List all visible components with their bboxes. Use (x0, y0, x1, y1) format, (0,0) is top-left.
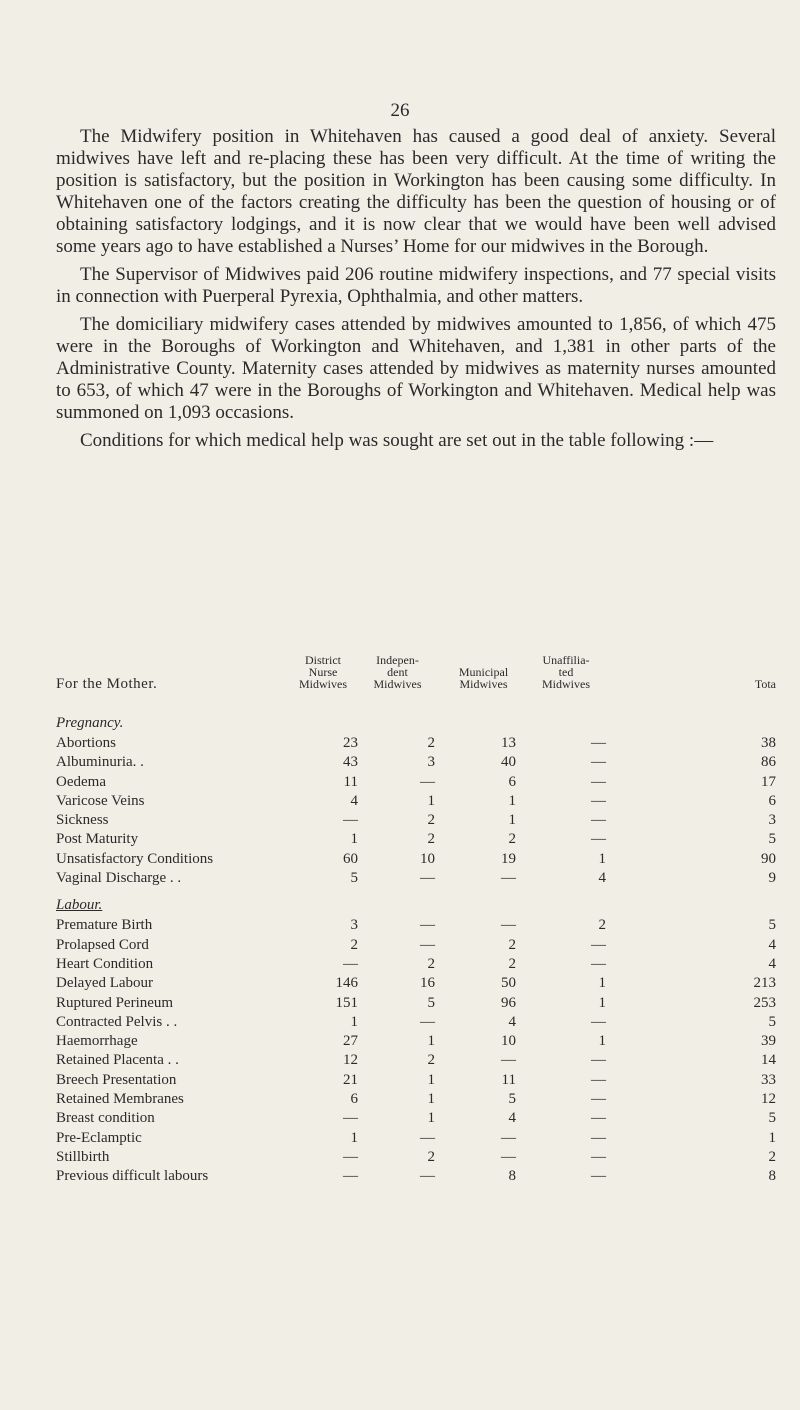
table-cell: 4 (508, 1110, 516, 1127)
table-cell: — (343, 955, 358, 972)
table-cell: — (591, 735, 606, 751)
table-row (56, 734, 781, 753)
table-cell: — (591, 792, 606, 809)
table-cell: — (501, 870, 516, 887)
table-cell: 1 (427, 1033, 435, 1050)
table-cell: 1 (427, 792, 435, 809)
table-cell: 9 (768, 870, 776, 887)
table-cell: 2 (508, 936, 516, 953)
table-cell: — (420, 917, 435, 934)
table-cell: 40 (501, 754, 516, 771)
paragraph: Conditions for which medical help was sought are set out in the table following :— (80, 430, 714, 451)
table-cell: 4 (508, 1013, 516, 1030)
table-cell: 6 (768, 792, 776, 809)
table-cell: 3 (350, 917, 358, 934)
table-cell: 5 (350, 870, 358, 887)
table-cell: 2 (427, 812, 435, 829)
table-cell: 2 (350, 936, 358, 953)
table-cell: 1 (350, 831, 358, 848)
table-row (56, 1071, 781, 1090)
table-cell: 2 (427, 735, 435, 751)
table-row (56, 1129, 781, 1148)
table-cell: 19 (501, 850, 516, 867)
table-cell: — (343, 812, 358, 829)
table-cell: 1 (427, 1091, 435, 1108)
table-cell: 33 (761, 1071, 776, 1088)
table-cell: 10 (501, 1033, 516, 1050)
table-cell: 5 (508, 1091, 516, 1108)
column-header-independent: Indepen- dent Midwives (373, 653, 422, 691)
table-cell: — (420, 870, 435, 887)
table-row (56, 869, 781, 888)
row-label: Oedema (56, 773, 106, 790)
row-label: Retained Placenta . . (56, 1052, 179, 1069)
table-cell: 213 (753, 975, 776, 992)
table-row (56, 1167, 781, 1186)
table-row (56, 792, 781, 811)
table-cell: 1 (598, 975, 606, 992)
row-label: Contracted Pelvis . . (56, 1013, 178, 1030)
table-cell: — (591, 1091, 606, 1108)
table-cell: 5 (768, 1013, 776, 1030)
table-cell: 13 (501, 735, 516, 751)
table-cell: 17 (761, 773, 776, 790)
table-cell: 8 (768, 1168, 776, 1185)
table-cell: 1 (427, 1071, 435, 1088)
table-row (56, 830, 781, 849)
table-cell: 1 (598, 994, 606, 1011)
table-cell: 6 (350, 1091, 358, 1108)
table-cell: — (420, 936, 435, 953)
table-cell: 3 (427, 754, 435, 771)
row-label: Pre-Eclamptic (56, 1129, 142, 1146)
table-cell: 43 (343, 754, 358, 771)
table-cell: — (343, 1110, 358, 1127)
table-cell: 39 (761, 1033, 776, 1050)
table-cell: — (501, 1052, 516, 1069)
table-cell: 21 (343, 1071, 358, 1088)
table-cell: 2 (598, 917, 606, 934)
table-row (56, 916, 781, 935)
table-cell: 6 (508, 773, 516, 790)
table-cell: 253 (753, 994, 776, 1011)
table-row (56, 1090, 781, 1109)
table-row (56, 850, 781, 869)
table-cell: — (501, 1129, 516, 1146)
table-cell: 1 (350, 1129, 358, 1146)
table-cell: 1 (598, 1033, 606, 1050)
table-cell: 38 (761, 735, 776, 751)
row-label: Unsatisfactory Conditions (56, 850, 214, 867)
table-cell: 2 (427, 955, 435, 972)
table-cell: 8 (508, 1168, 516, 1185)
table-cell: 2 (427, 1148, 435, 1165)
table-cell: 86 (761, 754, 776, 771)
table-row (56, 994, 781, 1013)
table-cell: 3 (768, 812, 776, 829)
row-label: Heart Condition (56, 955, 154, 972)
row-label: Previous difficult labours (56, 1168, 209, 1185)
row-label: Premature Birth (56, 917, 153, 934)
paragraph: The domiciliary midwifery cases attended by midwives amounted to 1,856, of which 475 were in the Boroughs of Workington and Whitehaven, and 1,381 in other parts of the Administrative County. Maternity cases attended by midwives as maternity nurses amounted to 653, of which 47 were in the Boroughs of Workington and Whitehaven. Medical help was summoned on 1,093 occasions. (56, 314, 776, 423)
table-row (56, 936, 781, 955)
table-cell: — (591, 812, 606, 829)
table-cell: 2 (427, 1052, 435, 1069)
table-cell: 23 (343, 735, 358, 751)
table-cell: 4 (350, 792, 358, 809)
table-row (56, 1051, 781, 1070)
table-cell: 14 (761, 1052, 776, 1069)
row-label: Albuminuria. . (56, 754, 144, 771)
table-cell: 11 (343, 773, 358, 790)
page-number: 26 (390, 100, 410, 121)
table-cell: 4 (768, 936, 776, 953)
row-label: Vaginal Discharge . . (56, 870, 182, 887)
table-cell: 5 (768, 917, 776, 934)
table-cell: 2 (508, 955, 516, 972)
conditions-table (56, 654, 781, 1187)
table-cell: — (591, 831, 606, 848)
table-row (56, 1148, 781, 1167)
column-header-municipal: Municipal Midwives (458, 665, 509, 691)
row-label: Stillbirth (56, 1148, 110, 1165)
column-header-total: Tota (754, 677, 776, 691)
table-cell: 1 (350, 1013, 358, 1030)
row-label: Prolapsed Cord (56, 936, 149, 953)
table-cell: 1 (598, 850, 606, 867)
table-row (56, 1032, 781, 1051)
table-cell: 11 (501, 1071, 516, 1088)
table-cell: 12 (761, 1091, 776, 1108)
table-cell: 5 (768, 1110, 776, 1127)
table-cell: — (591, 1148, 606, 1165)
table-cell: 1 (508, 812, 516, 829)
table-cell: — (501, 917, 516, 934)
table-cell: — (343, 1168, 358, 1185)
row-label: Retained Membranes (56, 1091, 184, 1108)
table-cell: — (591, 1071, 606, 1088)
table-cell: — (591, 1013, 606, 1030)
table-cell: — (420, 1013, 435, 1030)
paragraph: The Midwifery position in Whitehaven has caused a good deal of anxiety. Several midwives have left and re-placing these has been very difficult. At the time of writing the position is satisfactory, but the position in Workington has been causing some difficulty. In Whitehaven one of the factors creating the difficulty has been the question of housing or of obtaining satisfactory lodgings, and it is now clear that we would have been well advised some years ago to have established a Nurses’ Home for our midwives in the Borough. (56, 126, 776, 257)
row-label: Abortions (56, 735, 116, 751)
table-cell: — (420, 773, 435, 790)
table-cell: 5 (768, 831, 776, 848)
table-row (56, 811, 781, 830)
row-label: Haemorrhage (56, 1033, 138, 1050)
table-cell: 1 (508, 792, 516, 809)
table-cell: 146 (335, 975, 358, 992)
column-header-district-nurse: District Nurse Midwives (299, 653, 347, 691)
row-label: Varicose Veins (56, 792, 145, 809)
table-cell: — (591, 955, 606, 972)
table-cell: 12 (343, 1052, 358, 1069)
table-cell: — (343, 1148, 358, 1165)
row-label: Breast condition (56, 1110, 155, 1127)
table-cell: 151 (335, 994, 358, 1011)
table-cell: 90 (761, 850, 776, 867)
column-header-unaffiliated: Unaffilia- ted Midwives (542, 653, 590, 691)
table-cell: 1 (768, 1129, 776, 1146)
table-row (56, 1013, 781, 1032)
row-label-header: For the Mother. (56, 676, 158, 692)
table-row (56, 955, 781, 974)
section-title: Labour. (56, 897, 103, 914)
table-cell: 1 (427, 1110, 435, 1127)
table-cell: 96 (501, 994, 516, 1011)
table-cell: 60 (343, 850, 358, 867)
table-cell: — (591, 1110, 606, 1127)
table-cell: 5 (427, 994, 435, 1011)
table-row (56, 974, 781, 993)
table-cell: — (501, 1148, 516, 1165)
table-row (56, 773, 781, 792)
table-cell: 4 (598, 870, 606, 887)
row-label: Breech Presentation (56, 1071, 177, 1088)
table-cell: — (591, 773, 606, 790)
table-row (56, 753, 781, 772)
row-label: Sickness (56, 812, 109, 829)
table-cell: 50 (501, 975, 516, 992)
table-cell: — (420, 1168, 435, 1185)
paragraph: The Supervisor of Midwives paid 206 routine midwifery inspections, and 77 special visits in connection with Puerperal Pyrexia, Ophthalmia, and other matters. (56, 264, 776, 307)
table-cell: 10 (420, 850, 435, 867)
table-cell: 4 (768, 955, 776, 972)
table-cell: — (591, 1168, 606, 1185)
table-cell: 16 (420, 975, 435, 992)
table-header (56, 654, 781, 712)
table-cell: — (591, 1052, 606, 1069)
table-cell: — (591, 754, 606, 771)
table-cell: 27 (343, 1033, 358, 1050)
table-cell: 2 (768, 1148, 776, 1165)
table-cell: — (591, 936, 606, 953)
row-label: Ruptured Perineum (56, 994, 174, 1011)
table-cell: — (420, 1129, 435, 1146)
table-cell: 2 (427, 831, 435, 848)
table-cell: — (591, 1129, 606, 1146)
table-row (56, 1109, 781, 1128)
section-title: Pregnancy. (56, 715, 124, 731)
row-label: Post Maturity (56, 831, 139, 848)
row-label: Delayed Labour (56, 975, 154, 992)
table-body (56, 712, 781, 1187)
table-cell: 2 (508, 831, 516, 848)
body-text (56, 126, 776, 458)
